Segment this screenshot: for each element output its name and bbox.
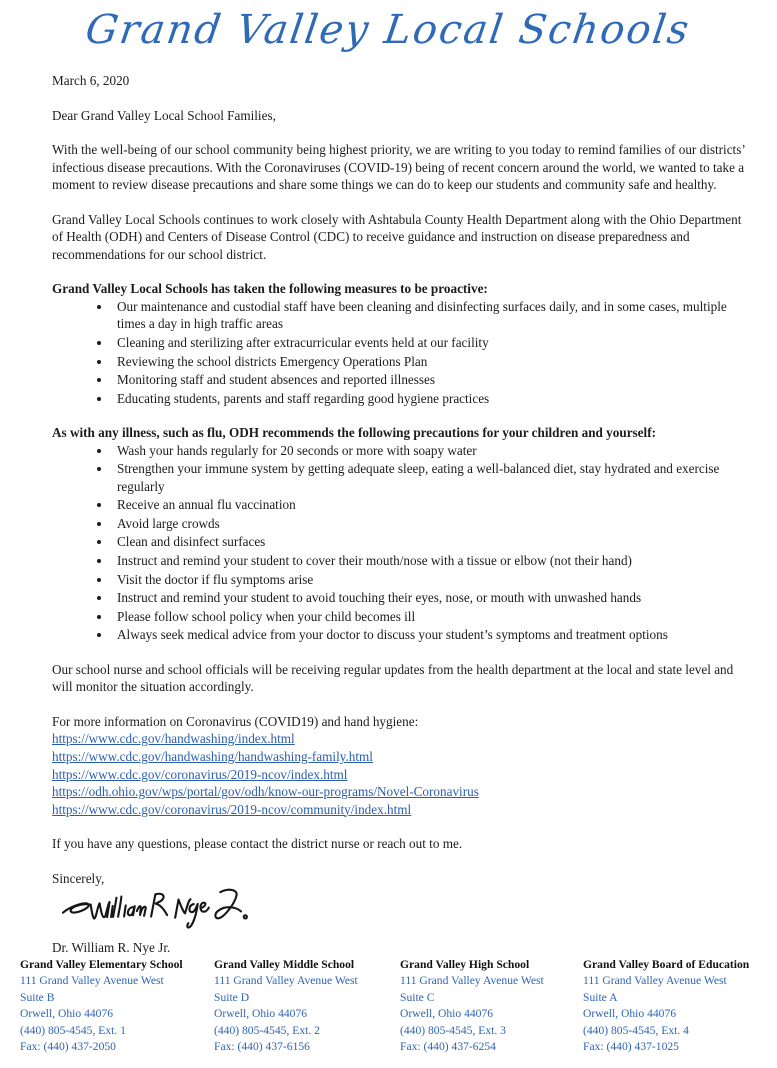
precautions-list: [88, 442, 748, 644]
bullet-item: • Educating students, parents and staff regarding good hygiene practices: [112, 390, 748, 408]
school-phone: (440) 805-4545, Ext. 2: [214, 1023, 320, 1037]
school-phone: (440) 805-4545, Ext. 4: [583, 1023, 689, 1037]
bullet-item: • Cleaning and sterilizing after extracurricular events held at our facility: [112, 334, 748, 352]
school-suite: Suite B: [20, 990, 55, 1004]
footer-column: [400, 957, 583, 1056]
link[interactable]: https://www.cdc.gov/handwashing/handwashing-family.html: [52, 748, 373, 764]
bullet-item: • Our maintenance and custodial staff have been cleaning and disinfecting surfaces daily, and in some cases, multiple times a day in high traffic areas: [112, 298, 748, 333]
link-line: [52, 748, 748, 766]
footer-school-directory: [0, 957, 777, 1068]
school-phone: (440) 805-4545, Ext. 3: [400, 1023, 506, 1037]
link[interactable]: https://www.cdc.gov/coronavirus/2019-ncov/index.html: [52, 766, 348, 782]
footer-column: [583, 957, 771, 1056]
school-name: Grand Valley High School: [400, 957, 530, 971]
closing: Sincerely,: [52, 870, 105, 886]
bullet-item: • Monitoring staff and student absences and reported illnesses: [112, 371, 748, 389]
measures-list: [88, 298, 748, 407]
bullet-item: • Wash your hands regularly for 20 seconds or more with soapy water: [112, 442, 748, 460]
bullet-item: • Please follow school policy when your child becomes ill: [112, 608, 748, 626]
links-intro: For more information on Coronavirus (COVID19) and hand hygiene:: [52, 713, 419, 729]
school-fax: Fax: (440) 437-6156: [214, 1040, 310, 1054]
bullet-item: • Reviewing the school districts Emergency Operations Plan: [112, 353, 748, 371]
school-fax: Fax: (440) 437-2050: [20, 1040, 116, 1054]
school-address: 111 Grand Valley Avenue West: [214, 974, 358, 988]
school-fax: Fax: (440) 437-1025: [583, 1040, 679, 1054]
school-address: 111 Grand Valley Avenue West: [400, 974, 544, 988]
school-name: Grand Valley Board of Education: [583, 957, 750, 971]
school-phone: (440) 805-4545, Ext. 1: [20, 1023, 126, 1037]
school-city: Orwell, Ohio 44076: [583, 1007, 677, 1021]
paragraph: With the well-being of our school community being highest priority, we are writing to you today to remind families of our districts’ infectious disease precautions. With the Coronaviruses (COVID-19) being of recent concern around the world, we wanted to take a moment to review disease precautions and share some things we can do to keep our students and community safe and healthy.: [52, 142, 745, 193]
date-line: March 6, 2020: [52, 73, 130, 88]
link-line: [52, 766, 748, 784]
link-line: [52, 730, 748, 748]
salutation: Dear Grand Valley Local School Families,: [52, 107, 276, 123]
bullet-item: • Instruct and remind your student to avoid touching their eyes, nose, or mouth with unwashed hands: [112, 589, 748, 607]
school-address: 111 Grand Valley Avenue West: [20, 974, 164, 988]
section-heading: As with any illness, such as flu, ODH recommends the following precautions for your children and yourself:: [52, 425, 656, 441]
link-line: [52, 801, 748, 819]
school-suite: Suite C: [400, 990, 435, 1004]
signer-name: Dr. William R. Nye Jr.: [52, 940, 171, 956]
school-name: Grand Valley Elementary School: [20, 957, 183, 971]
letterhead: [0, 0, 777, 54]
bullet-item: • Strengthen your immune system by getting adequate sleep, eating a well-balanced diet, stay hydrated and exercise regularly: [112, 460, 748, 495]
school-logo-text: Grand Valley Local Schools: [83, 7, 694, 53]
school-city: Orwell, Ohio 44076: [214, 1007, 308, 1021]
signature-image: [60, 889, 748, 937]
bullet-item: • Visit the doctor if flu symptoms arise: [112, 571, 748, 589]
paragraph: Our school nurse and school officials will be receiving regular updates from the health department at the local and state level and will monitor the situation accordingly.: [52, 661, 734, 695]
school-suite: Suite D: [214, 990, 250, 1004]
links-list: [52, 730, 748, 818]
letter-body: [0, 57, 777, 957]
bullet-item: • Avoid large crowds: [112, 515, 748, 533]
resources-block: [52, 713, 748, 818]
paragraph: If you have any questions, please contact the district nurse or reach out to me.: [52, 836, 463, 852]
school-fax: Fax: (440) 437-6254: [400, 1040, 496, 1054]
school-name: Grand Valley Middle School: [214, 957, 355, 971]
section-heading: Grand Valley Local Schools has taken the following measures to be proactive:: [52, 281, 488, 297]
school-suite: Suite A: [583, 990, 618, 1004]
school-address: 111 Grand Valley Avenue West: [583, 974, 727, 988]
bullet-item: • Instruct and remind your student to cover their mouth/nose with a tissue or elbow (not their hand): [112, 552, 748, 570]
school-city: Orwell, Ohio 44076: [20, 1007, 114, 1021]
link-line: [52, 783, 748, 801]
bullet-item: • Clean and disinfect surfaces: [112, 533, 748, 551]
school-city: Orwell, Ohio 44076: [400, 1007, 494, 1021]
paragraph: Grand Valley Local Schools continues to work closely with Ashtabula County Health Department along with the Ohio Department of Health (ODH) and Centers of Disease Control (CDC) to receive guidance and instruction on disease preparedness and recommendations for our school district.: [52, 211, 742, 262]
footer-column: [20, 957, 214, 1056]
link[interactable]: https://odh.ohio.gov/wps/portal/gov/odh/know-our-programs/Novel-Coronavirus: [52, 784, 479, 800]
link[interactable]: https://www.cdc.gov/coronavirus/2019-ncov/community/index.html: [52, 801, 412, 817]
bullet-item: • Always seek medical advice from your doctor to discuss your student’s symptoms and treatment options: [112, 626, 748, 644]
footer-column: [214, 957, 400, 1056]
bullet-item: • Receive an annual flu vaccination: [112, 496, 748, 514]
link[interactable]: https://www.cdc.gov/handwashing/index.html: [52, 731, 295, 747]
